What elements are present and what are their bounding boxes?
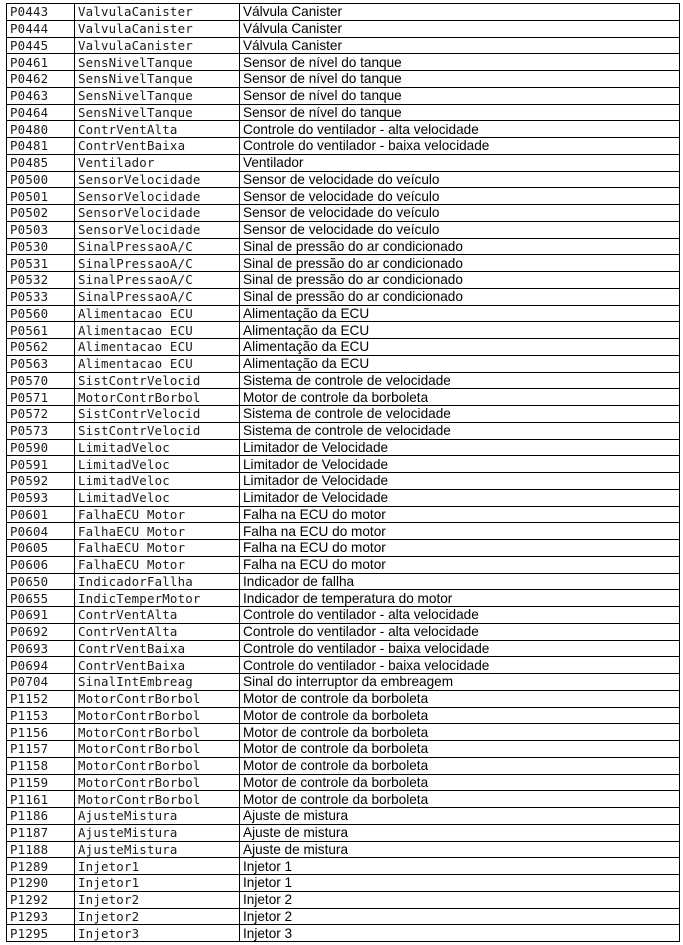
short-name-cell: MotorContrBorbol bbox=[75, 707, 240, 724]
description-cell: Falha na ECU do motor bbox=[240, 540, 680, 557]
short-name-cell: SensorVelocidade bbox=[75, 188, 240, 205]
description-cell: Controle do ventilador - alta velocidade bbox=[240, 121, 680, 138]
table-row bbox=[7, 355, 680, 372]
fault-code-cell: P0485 bbox=[7, 154, 75, 171]
fault-code-cell: P0573 bbox=[7, 422, 75, 439]
table-row bbox=[7, 322, 680, 339]
fault-code-cell: P0532 bbox=[7, 272, 75, 289]
table-row bbox=[7, 489, 680, 506]
short-name-cell: ContrVentAlta bbox=[75, 607, 240, 624]
table-row bbox=[7, 841, 680, 858]
fault-code-cell: P0463 bbox=[7, 87, 75, 104]
table-row bbox=[7, 540, 680, 557]
short-name-cell: MotorContrBorbol bbox=[75, 791, 240, 808]
table-row bbox=[7, 221, 680, 238]
description-cell: Alimentação da ECU bbox=[240, 322, 680, 339]
table-row bbox=[7, 54, 680, 71]
description-cell: Limitador de Velocidade bbox=[240, 456, 680, 473]
fault-code-cell: P0502 bbox=[7, 205, 75, 222]
table-row bbox=[7, 808, 680, 825]
fault-code-cell: P0480 bbox=[7, 121, 75, 138]
description-cell: Controle do ventilador - alta velocidade bbox=[240, 623, 680, 640]
short-name-cell: ValvulaCanister bbox=[75, 20, 240, 37]
short-name-cell: MotorContrBorbol bbox=[75, 724, 240, 741]
table-row bbox=[7, 154, 680, 171]
description-cell: Alimentação da ECU bbox=[240, 339, 680, 356]
fault-code-cell: P1159 bbox=[7, 774, 75, 791]
description-cell: Sensor de velocidade do veículo bbox=[240, 221, 680, 238]
description-cell: Ajuste de mistura bbox=[240, 824, 680, 841]
description-cell: Sinal de pressão do ar condicionado bbox=[240, 238, 680, 255]
fault-code-cell: P0464 bbox=[7, 104, 75, 121]
description-cell: Falha na ECU do motor bbox=[240, 506, 680, 523]
short-name-cell: SinalPressaoA/C bbox=[75, 272, 240, 289]
description-cell: Alimentação da ECU bbox=[240, 305, 680, 322]
description-cell: Motor de controle da borboleta bbox=[240, 389, 680, 406]
table-row bbox=[7, 707, 680, 724]
short-name-cell: SensorVelocidade bbox=[75, 171, 240, 188]
short-name-cell: Injetor3 bbox=[75, 925, 240, 942]
short-name-cell: SinalPressaoA/C bbox=[75, 238, 240, 255]
fault-code-cell: P0444 bbox=[7, 20, 75, 37]
short-name-cell: LimitadVeloc bbox=[75, 439, 240, 456]
fault-code-cell: P1295 bbox=[7, 925, 75, 942]
short-name-cell: AjusteMistura bbox=[75, 841, 240, 858]
fault-code-cell: P1186 bbox=[7, 808, 75, 825]
description-cell: Injetor 2 bbox=[240, 908, 680, 925]
fault-code-cell: P0500 bbox=[7, 171, 75, 188]
fault-code-cell: P1292 bbox=[7, 891, 75, 908]
description-cell: Sensor de velocidade do veículo bbox=[240, 188, 680, 205]
fault-code-cell: P0601 bbox=[7, 506, 75, 523]
fault-code-cell: P0571 bbox=[7, 389, 75, 406]
fault-code-cell: P0570 bbox=[7, 372, 75, 389]
table-row bbox=[7, 372, 680, 389]
short-name-cell: AjusteMistura bbox=[75, 824, 240, 841]
fault-code-cell: P0704 bbox=[7, 674, 75, 691]
table-row bbox=[7, 741, 680, 758]
fault-code-cell: P0561 bbox=[7, 322, 75, 339]
description-cell: Motor de controle da borboleta bbox=[240, 757, 680, 774]
table-row bbox=[7, 523, 680, 540]
short-name-cell: SistContrVelocid bbox=[75, 372, 240, 389]
description-cell: Motor de controle da borboleta bbox=[240, 774, 680, 791]
fault-code-cell: P0533 bbox=[7, 288, 75, 305]
description-cell: Controle do ventilador - baixa velocidade bbox=[240, 138, 680, 155]
table-row bbox=[7, 4, 680, 21]
short-name-cell: FalhaECU Motor bbox=[75, 506, 240, 523]
description-cell: Ajuste de mistura bbox=[240, 841, 680, 858]
description-cell: Sensor de velocidade do veículo bbox=[240, 205, 680, 222]
table-row bbox=[7, 556, 680, 573]
description-cell: Sensor de nível do tanque bbox=[240, 71, 680, 88]
table-row bbox=[7, 339, 680, 356]
fault-code-cell: P0530 bbox=[7, 238, 75, 255]
description-cell: Motor de controle da borboleta bbox=[240, 741, 680, 758]
table-row bbox=[7, 389, 680, 406]
description-cell: Sistema de controle de velocidade bbox=[240, 422, 680, 439]
table-row bbox=[7, 858, 680, 875]
fault-code-cell: P1187 bbox=[7, 824, 75, 841]
short-name-cell: ContrVentAlta bbox=[75, 623, 240, 640]
table-row bbox=[7, 623, 680, 640]
table-row bbox=[7, 473, 680, 490]
table-row bbox=[7, 188, 680, 205]
description-cell: Ventilador bbox=[240, 154, 680, 171]
fault-code-cell: P0694 bbox=[7, 657, 75, 674]
table-row bbox=[7, 607, 680, 624]
short-name-cell: Alimentacao ECU bbox=[75, 339, 240, 356]
fault-code-cell: P0590 bbox=[7, 439, 75, 456]
description-cell: Indicador de fallha bbox=[240, 573, 680, 590]
fault-code-cell: P1293 bbox=[7, 908, 75, 925]
fault-code-cell: P0481 bbox=[7, 138, 75, 155]
short-name-cell: Alimentacao ECU bbox=[75, 322, 240, 339]
short-name-cell: SensNivelTanque bbox=[75, 54, 240, 71]
table-row bbox=[7, 272, 680, 289]
description-cell: Motor de controle da borboleta bbox=[240, 791, 680, 808]
fault-code-cell: P1153 bbox=[7, 707, 75, 724]
short-name-cell: LimitadVeloc bbox=[75, 489, 240, 506]
table-row bbox=[7, 87, 680, 104]
short-name-cell: ContrVentBaixa bbox=[75, 640, 240, 657]
table-row bbox=[7, 724, 680, 741]
description-cell: Sensor de nível do tanque bbox=[240, 54, 680, 71]
table-row bbox=[7, 506, 680, 523]
description-cell: Motor de controle da borboleta bbox=[240, 690, 680, 707]
description-cell: Sistema de controle de velocidade bbox=[240, 372, 680, 389]
description-cell: Falha na ECU do motor bbox=[240, 523, 680, 540]
fault-code-cell: P1289 bbox=[7, 858, 75, 875]
short-name-cell: Alimentacao ECU bbox=[75, 305, 240, 322]
description-cell: Sinal do interruptor da embreagem bbox=[240, 674, 680, 691]
description-cell: Válvula Canister bbox=[240, 37, 680, 54]
fault-code-cell: P0562 bbox=[7, 339, 75, 356]
fault-code-cell: P0650 bbox=[7, 573, 75, 590]
table-row bbox=[7, 757, 680, 774]
fault-code-cell: P0443 bbox=[7, 4, 75, 21]
description-cell: Sinal de pressão do ar condicionado bbox=[240, 288, 680, 305]
fault-code-table-body bbox=[7, 4, 680, 942]
table-row bbox=[7, 824, 680, 841]
short-name-cell: SensNivelTanque bbox=[75, 87, 240, 104]
table-row bbox=[7, 138, 680, 155]
table-row bbox=[7, 406, 680, 423]
short-name-cell: SistContrVelocid bbox=[75, 406, 240, 423]
short-name-cell: SensorVelocidade bbox=[75, 221, 240, 238]
fault-code-cell: P0692 bbox=[7, 623, 75, 640]
table-row bbox=[7, 238, 680, 255]
fault-code-cell: P1188 bbox=[7, 841, 75, 858]
table-row bbox=[7, 791, 680, 808]
description-cell: Sensor de nível do tanque bbox=[240, 87, 680, 104]
fault-code-cell: P0693 bbox=[7, 640, 75, 657]
table-row bbox=[7, 875, 680, 892]
fault-code-cell: P1161 bbox=[7, 791, 75, 808]
table-row bbox=[7, 925, 680, 942]
fault-code-cell: P1157 bbox=[7, 741, 75, 758]
fault-code-cell: P1290 bbox=[7, 875, 75, 892]
short-name-cell: Injetor2 bbox=[75, 908, 240, 925]
table-row bbox=[7, 305, 680, 322]
description-cell: Indicador de temperatura do motor bbox=[240, 590, 680, 607]
description-cell: Injetor 3 bbox=[240, 925, 680, 942]
short-name-cell: IndicadorFallha bbox=[75, 573, 240, 590]
short-name-cell: ContrVentBaixa bbox=[75, 138, 240, 155]
fault-code-cell: P0462 bbox=[7, 71, 75, 88]
description-cell: Limitador de Velocidade bbox=[240, 439, 680, 456]
table-row bbox=[7, 171, 680, 188]
description-cell: Controle do ventilador - baixa velocidade bbox=[240, 657, 680, 674]
table-row bbox=[7, 205, 680, 222]
short-name-cell: Injetor1 bbox=[75, 858, 240, 875]
short-name-cell: SensNivelTanque bbox=[75, 71, 240, 88]
short-name-cell: SensorVelocidade bbox=[75, 205, 240, 222]
short-name-cell: SinalIntEmbreag bbox=[75, 674, 240, 691]
short-name-cell: Alimentacao ECU bbox=[75, 355, 240, 372]
short-name-cell: SinalPressaoA/C bbox=[75, 255, 240, 272]
short-name-cell: FalhaECU Motor bbox=[75, 540, 240, 557]
short-name-cell: LimitadVeloc bbox=[75, 473, 240, 490]
short-name-cell: ContrVentBaixa bbox=[75, 657, 240, 674]
description-cell: Limitador de Velocidade bbox=[240, 489, 680, 506]
fault-code-cell: P0445 bbox=[7, 37, 75, 54]
table-row bbox=[7, 690, 680, 707]
short-name-cell: FalhaECU Motor bbox=[75, 556, 240, 573]
table-row bbox=[7, 37, 680, 54]
table-row bbox=[7, 657, 680, 674]
fault-code-cell: P0592 bbox=[7, 473, 75, 490]
short-name-cell: Injetor1 bbox=[75, 875, 240, 892]
table-row bbox=[7, 20, 680, 37]
table-row bbox=[7, 288, 680, 305]
short-name-cell: SinalPressaoA/C bbox=[75, 288, 240, 305]
fault-code-table bbox=[6, 3, 680, 942]
table-row bbox=[7, 908, 680, 925]
short-name-cell: SensNivelTanque bbox=[75, 104, 240, 121]
table-row bbox=[7, 121, 680, 138]
short-name-cell: FalhaECU Motor bbox=[75, 523, 240, 540]
fault-code-cell: P0593 bbox=[7, 489, 75, 506]
description-cell: Limitador de Velocidade bbox=[240, 473, 680, 490]
short-name-cell: ValvulaCanister bbox=[75, 37, 240, 54]
short-name-cell: MotorContrBorbol bbox=[75, 690, 240, 707]
fault-code-cell: P0606 bbox=[7, 556, 75, 573]
description-cell: Sistema de controle de velocidade bbox=[240, 406, 680, 423]
fault-code-cell: P0572 bbox=[7, 406, 75, 423]
short-name-cell: MotorContrBorbol bbox=[75, 757, 240, 774]
table-row bbox=[7, 674, 680, 691]
description-cell: Injetor 1 bbox=[240, 875, 680, 892]
short-name-cell: MotorContrBorbol bbox=[75, 741, 240, 758]
description-cell: Válvula Canister bbox=[240, 4, 680, 21]
fault-code-cell: P0604 bbox=[7, 523, 75, 540]
description-cell: Controle do ventilador - alta velocidade bbox=[240, 607, 680, 624]
fault-code-cell: P1152 bbox=[7, 690, 75, 707]
short-name-cell: MotorContrBorbol bbox=[75, 389, 240, 406]
short-name-cell: IndicTemperMotor bbox=[75, 590, 240, 607]
table-row bbox=[7, 422, 680, 439]
fault-code-cell: P0461 bbox=[7, 54, 75, 71]
description-cell: Falha na ECU do motor bbox=[240, 556, 680, 573]
description-cell: Sensor de velocidade do veículo bbox=[240, 171, 680, 188]
short-name-cell: ContrVentAlta bbox=[75, 121, 240, 138]
description-cell: Sinal de pressão do ar condicionado bbox=[240, 272, 680, 289]
description-cell: Controle do ventilador - baixa velocidade bbox=[240, 640, 680, 657]
table-row bbox=[7, 71, 680, 88]
description-cell: Injetor 2 bbox=[240, 891, 680, 908]
fault-code-cell: P0503 bbox=[7, 221, 75, 238]
table-row bbox=[7, 891, 680, 908]
fault-code-cell: P0691 bbox=[7, 607, 75, 624]
short-name-cell: Injetor2 bbox=[75, 891, 240, 908]
fault-code-cell: P1158 bbox=[7, 757, 75, 774]
table-row bbox=[7, 640, 680, 657]
fault-code-cell: P0605 bbox=[7, 540, 75, 557]
table-row bbox=[7, 456, 680, 473]
table-row bbox=[7, 573, 680, 590]
table-row bbox=[7, 439, 680, 456]
fault-code-cell: P1156 bbox=[7, 724, 75, 741]
description-cell: Motor de controle da borboleta bbox=[240, 724, 680, 741]
description-cell: Sinal de pressão do ar condicionado bbox=[240, 255, 680, 272]
short-name-cell: SistContrVelocid bbox=[75, 422, 240, 439]
fault-code-cell: P0531 bbox=[7, 255, 75, 272]
fault-code-cell: P0501 bbox=[7, 188, 75, 205]
description-cell: Válvula Canister bbox=[240, 20, 680, 37]
description-cell: Alimentação da ECU bbox=[240, 355, 680, 372]
description-cell: Sensor de nível do tanque bbox=[240, 104, 680, 121]
short-name-cell: MotorContrBorbol bbox=[75, 774, 240, 791]
fault-code-cell: P0560 bbox=[7, 305, 75, 322]
description-cell: Ajuste de mistura bbox=[240, 808, 680, 825]
fault-code-cell: P0655 bbox=[7, 590, 75, 607]
table-row bbox=[7, 774, 680, 791]
table-row bbox=[7, 590, 680, 607]
table-row bbox=[7, 255, 680, 272]
fault-code-cell: P0591 bbox=[7, 456, 75, 473]
fault-code-cell: P0563 bbox=[7, 355, 75, 372]
short-name-cell: AjusteMistura bbox=[75, 808, 240, 825]
short-name-cell: ValvulaCanister bbox=[75, 4, 240, 21]
description-cell: Motor de controle da borboleta bbox=[240, 707, 680, 724]
description-cell: Injetor 1 bbox=[240, 858, 680, 875]
short-name-cell: LimitadVeloc bbox=[75, 456, 240, 473]
table-row bbox=[7, 104, 680, 121]
short-name-cell: Ventilador bbox=[75, 154, 240, 171]
